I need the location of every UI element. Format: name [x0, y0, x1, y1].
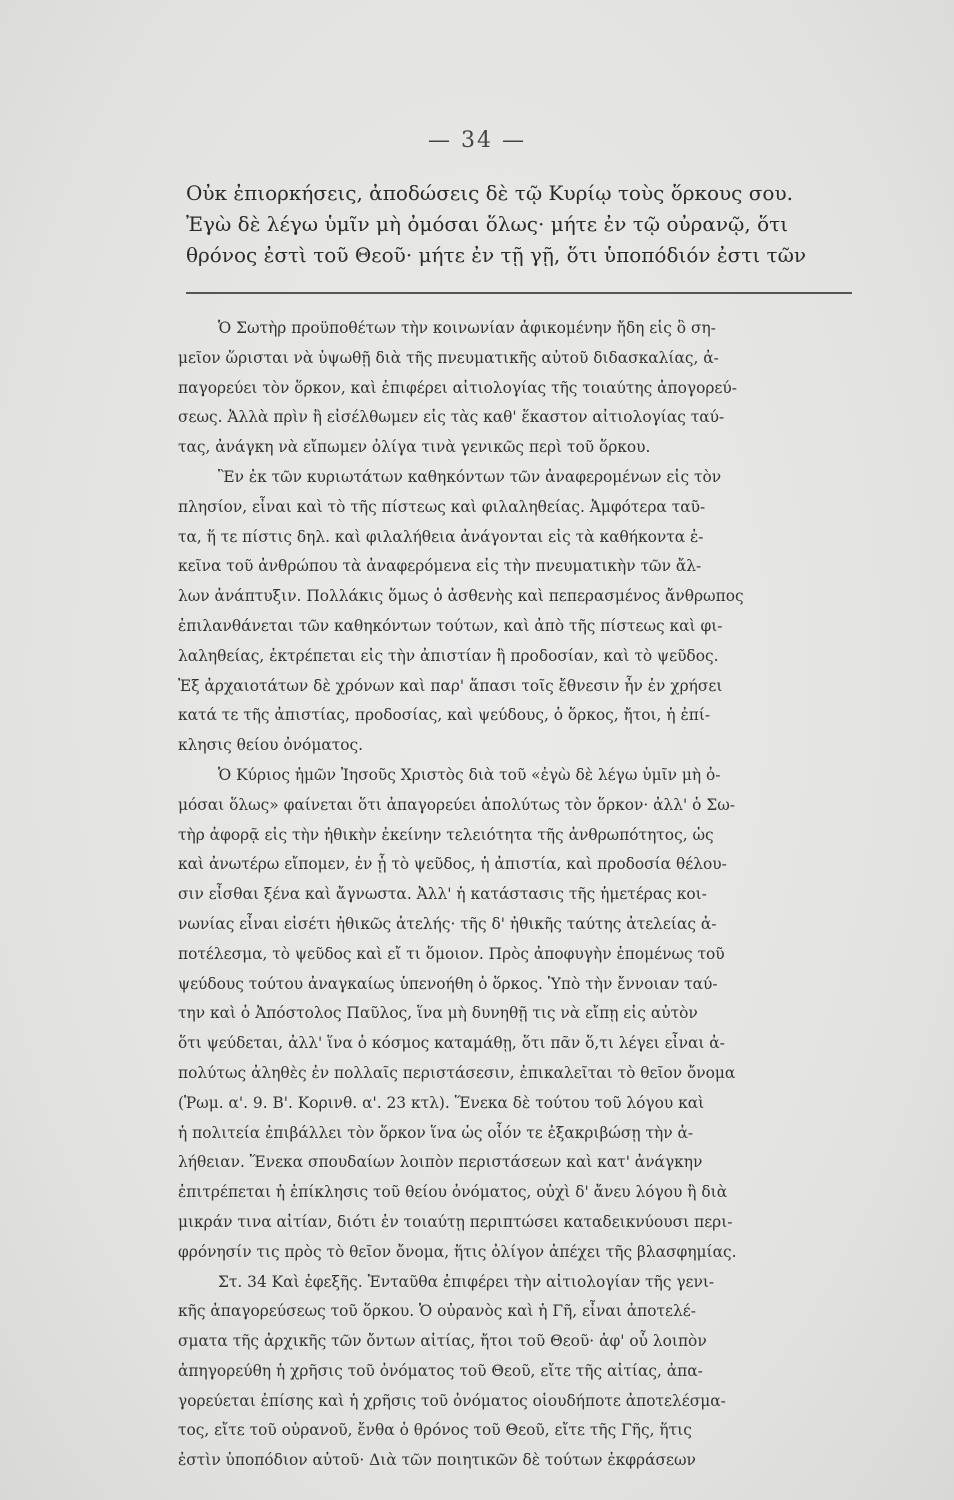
page-number: — 34 —	[428, 128, 526, 153]
commentary-line: ἐπιτρέπεται ἡ ἐπίκλησις τοῦ θείου ὀνόματος, οὐχὶ δ' ἄνευ λόγου ἢ διὰ	[178, 1183, 728, 1202]
commentary-line: λαληθείας, ἐκτρέπεται εἰς τὴν ἀπιστίαν ἢ προδοσίαν, καὶ τὸ ψεῦδος.	[178, 646, 719, 665]
commentary-line: κεῖνα τοῦ ἀνθρώπου τὰ ἀναφερόμενα εἰς τὴν πνευματικὴν τῶν ἄλ-	[178, 557, 702, 576]
commentary-line: καὶ ἀνωτέρω εἴπομεν, ἐν ᾗ τὸ ψεῦδος, ἡ ἀπιστία, καὶ προδοσία θέλου-	[178, 855, 727, 874]
commentary-line: ὅτι ψεύδεται, ἀλλ' ἵνα ὁ κόσμος καταμάθῃ, ὅτι πᾶν ὅ,τι λέγει εἶναι ἀ-	[178, 1034, 725, 1053]
commentary-line: νωνίας εἶναι εἰσέτι ἠθικῶς ἀτελής· τῆς δ' ἠθικῆς ταύτης ἀτελείας ἀ-	[178, 914, 717, 933]
commentary-line: μόσαι ὅλως» φαίνεται ὅτι ἀπαγορεύει ἀπολύτως τὸν ὅρκον· ἀλλ' ὁ Σω-	[178, 795, 735, 814]
commentary-line: λήθειαν. Ἕνεκα σπουδαίων λοιπὸν περιστάσεων καὶ κατ' ἀνάγκην	[178, 1153, 703, 1172]
commentary-line: πλησίον, εἶναι καὶ τὸ τῆς πίστεως καὶ φιλαληθείας. Ἀμφότερα ταῦ-	[178, 497, 706, 516]
commentary-line: ἐστὶν ὑποπόδιον αὐτοῦ· Διὰ τῶν ποιητικῶν δὲ τούτων ἐκφράσεων	[178, 1451, 696, 1470]
commentary-line: ἐπιλανθάνεται τῶν καθηκόντων τούτων, καὶ ἀπὸ τῆς πίστεως καὶ φι-	[178, 616, 723, 635]
commentary-line: την καὶ ὁ Ἀπόστολος Παῦλος, ἵνα μὴ δυνηθῇ τις νὰ εἴπῃ εἰς αὐτὸν	[178, 1004, 698, 1023]
verse-line: θρόνος ἐστὶ τοῦ Θεοῦ· μήτε ἐν τῇ γῇ, ὅτι ὑποπόδιόν ἐστι τῶν	[186, 243, 807, 267]
verse-line: Ἐγὼ δὲ λέγω ὑμῖν μὴ ὀμόσαι ὅλως· μήτε ἐν τῷ οὐρανῷ, ὅτι	[186, 212, 789, 236]
commentary-line: ψεύδους τούτου ἀναγκαίως ὑπενοήθη ὁ ὅρκος. Ὑπὸ τὴν ἔννοιαν ταύ-	[178, 974, 718, 993]
commentary-line: πολύτως ἀληθὲς ἐν πολλαῖς περιστάσεσιν, ἐπικαλεῖται τὸ θεῖον ὄνομα	[178, 1063, 736, 1082]
commentary-line: κῆς ἀπαγορεύσεως τοῦ ὅρκου. Ὁ οὐρανὸς καὶ ἡ Γῆ, εἶναι ἀποτελέ-	[178, 1302, 696, 1321]
commentary-line: σιν εἶσθαι ξένα καὶ ἄγνωστα. Ἀλλ' ἡ κατάστασις τῆς ἡμετέρας κοι-	[178, 885, 707, 904]
commentary-line: Ἐξ ἀρχαιοτάτων δὲ χρόνων καὶ παρ' ἅπασι τοῖς ἔθνεσιν ἦν ἐν χρήσει	[178, 676, 723, 695]
commentary-line: γορεύεται ἐπίσης καὶ ἡ χρῆσις τοῦ ὀνόματος οἱουδήποτε ἀποτελέσμα-	[178, 1391, 726, 1410]
commentary-line: λων ἀνάπτυξιν. Πολλάκις ὅμως ὁ ἀσθενὴς καὶ πεπερασμένος ἄνθρωπος	[178, 587, 744, 606]
commentary-line: μικράν τινα αἰτίαν, διότι ἐν τοιαύτῃ περιπτώσει καταδεικνύουσι περι-	[178, 1212, 733, 1231]
commentary-line: κατά τε τῆς ἀπιστίας, προδοσίας, καὶ ψεύδους, ὁ ὅρκος, ἤτοι, ἡ ἐπί-	[178, 706, 711, 725]
commentary-line: παγορεύει τὸν ὅρκον, καὶ ἐπιφέρει αἰτιολογίας τῆς τοιαύτης ἀπογορεύ-	[178, 378, 737, 397]
commentary-line: σεως. Ἀλλὰ πρὶν ἢ εἰσέλθωμεν εἰς τὰς καθ' ἕκαστον αἰτιολογίας ταύ-	[178, 408, 725, 427]
verse-line: Οὐκ ἐπιορκήσεις, ἀποδώσεις δὲ τῷ Κυρίῳ τοὺς ὅρκους σου.	[186, 181, 793, 205]
commentary-line: σματα τῆς ἀρχικῆς τῶν ὄντων αἰτίας, ἤτοι τοῦ Θεοῦ· ἀφ' οὗ λοιπὸν	[178, 1332, 707, 1351]
commentary-line: τας, ἀνάγκη νὰ εἴπωμεν ὀλίγα τινὰ γενικῶς περὶ τοῦ ὅρκου.	[178, 438, 651, 457]
commentary-line: ποτέλεσμα, τὸ ψεῦδος καὶ εἴ τι ὅμοιον. Πρὸς ἀποφυγὴν ἑπομένως τοῦ	[178, 944, 725, 963]
commentary-line: φρόνησίν τις πρὸς τὸ θεῖον ὄνομα, ἥτις ὀλίγον ἀπέχει τῆς βλασφημίας.	[178, 1242, 737, 1261]
section-divider	[186, 292, 852, 294]
commentary-line: ἡ πολιτεία ἐπιβάλλει τὸν ὅρκον ἵνα ὡς οἷόν τε ἐξακριβώσῃ τὴν ἀ-	[178, 1123, 694, 1142]
commentary-line: Ἓν ἐκ τῶν κυριωτάτων καθηκόντων τῶν ἀναφερομένων εἰς τὸν	[218, 467, 722, 486]
commentary-line: τα, ἥ τε πίστις δηλ. καὶ φιλαλήθεια ἀνάγονται εἰς τὰ καθήκοντα ἐ-	[178, 527, 704, 546]
commentary-line: μεῖον ὥρισται νὰ ὑψωθῇ διὰ τῆς πνευματικῆς αὐτοῦ διδασκαλίας, ἀ-	[178, 348, 719, 367]
commentary-line: κλησις θείου ὀνόματος.	[178, 736, 364, 755]
commentary-line: τος, εἴτε τοῦ οὐρανοῦ, ἔνθα ὁ θρόνος τοῦ Θεοῦ, εἴτε τῆς Γῆς, ἥτις	[178, 1421, 692, 1440]
commentary-line: Στ. 34 Καὶ ἐφεξῆς. Ἐνταῦθα ἐπιφέρει τὴν αἰτιολογίαν τῆς γενι-	[218, 1272, 715, 1291]
commentary-line: Ὁ Κύριος ἡμῶν Ἰησοῦς Χριστὸς διὰ τοῦ «ἐγὼ δὲ λέγω ὑμῖν μὴ ὀ-	[218, 765, 721, 784]
commentary-line: ἀπηγορεύθη ἡ χρῆσις τοῦ ὀνόματος τοῦ Θεοῦ, εἴτε τῆς αἰτίας, ἀπα-	[178, 1361, 703, 1380]
scripture-verse	[186, 178, 858, 271]
commentary-line: τὴρ ἀφορᾷ εἰς τὴν ἠθικὴν ἐκείνην τελειότητα τῆς ἀνθρωπότητος, ὡς	[178, 825, 714, 844]
commentary-line: (Ῥωμ. α'. 9. Β'. Κορινθ. α'. 23 κτλ). Ἕνεκα δὲ τούτου τοῦ λόγου καὶ	[178, 1093, 705, 1112]
commentary-text	[178, 314, 848, 1476]
commentary-line: Ὁ Σωτὴρ προϋποθέτων τὴν κοινωνίαν ἀφικομένην ἤδη εἰς ὃ ση-	[218, 319, 716, 337]
